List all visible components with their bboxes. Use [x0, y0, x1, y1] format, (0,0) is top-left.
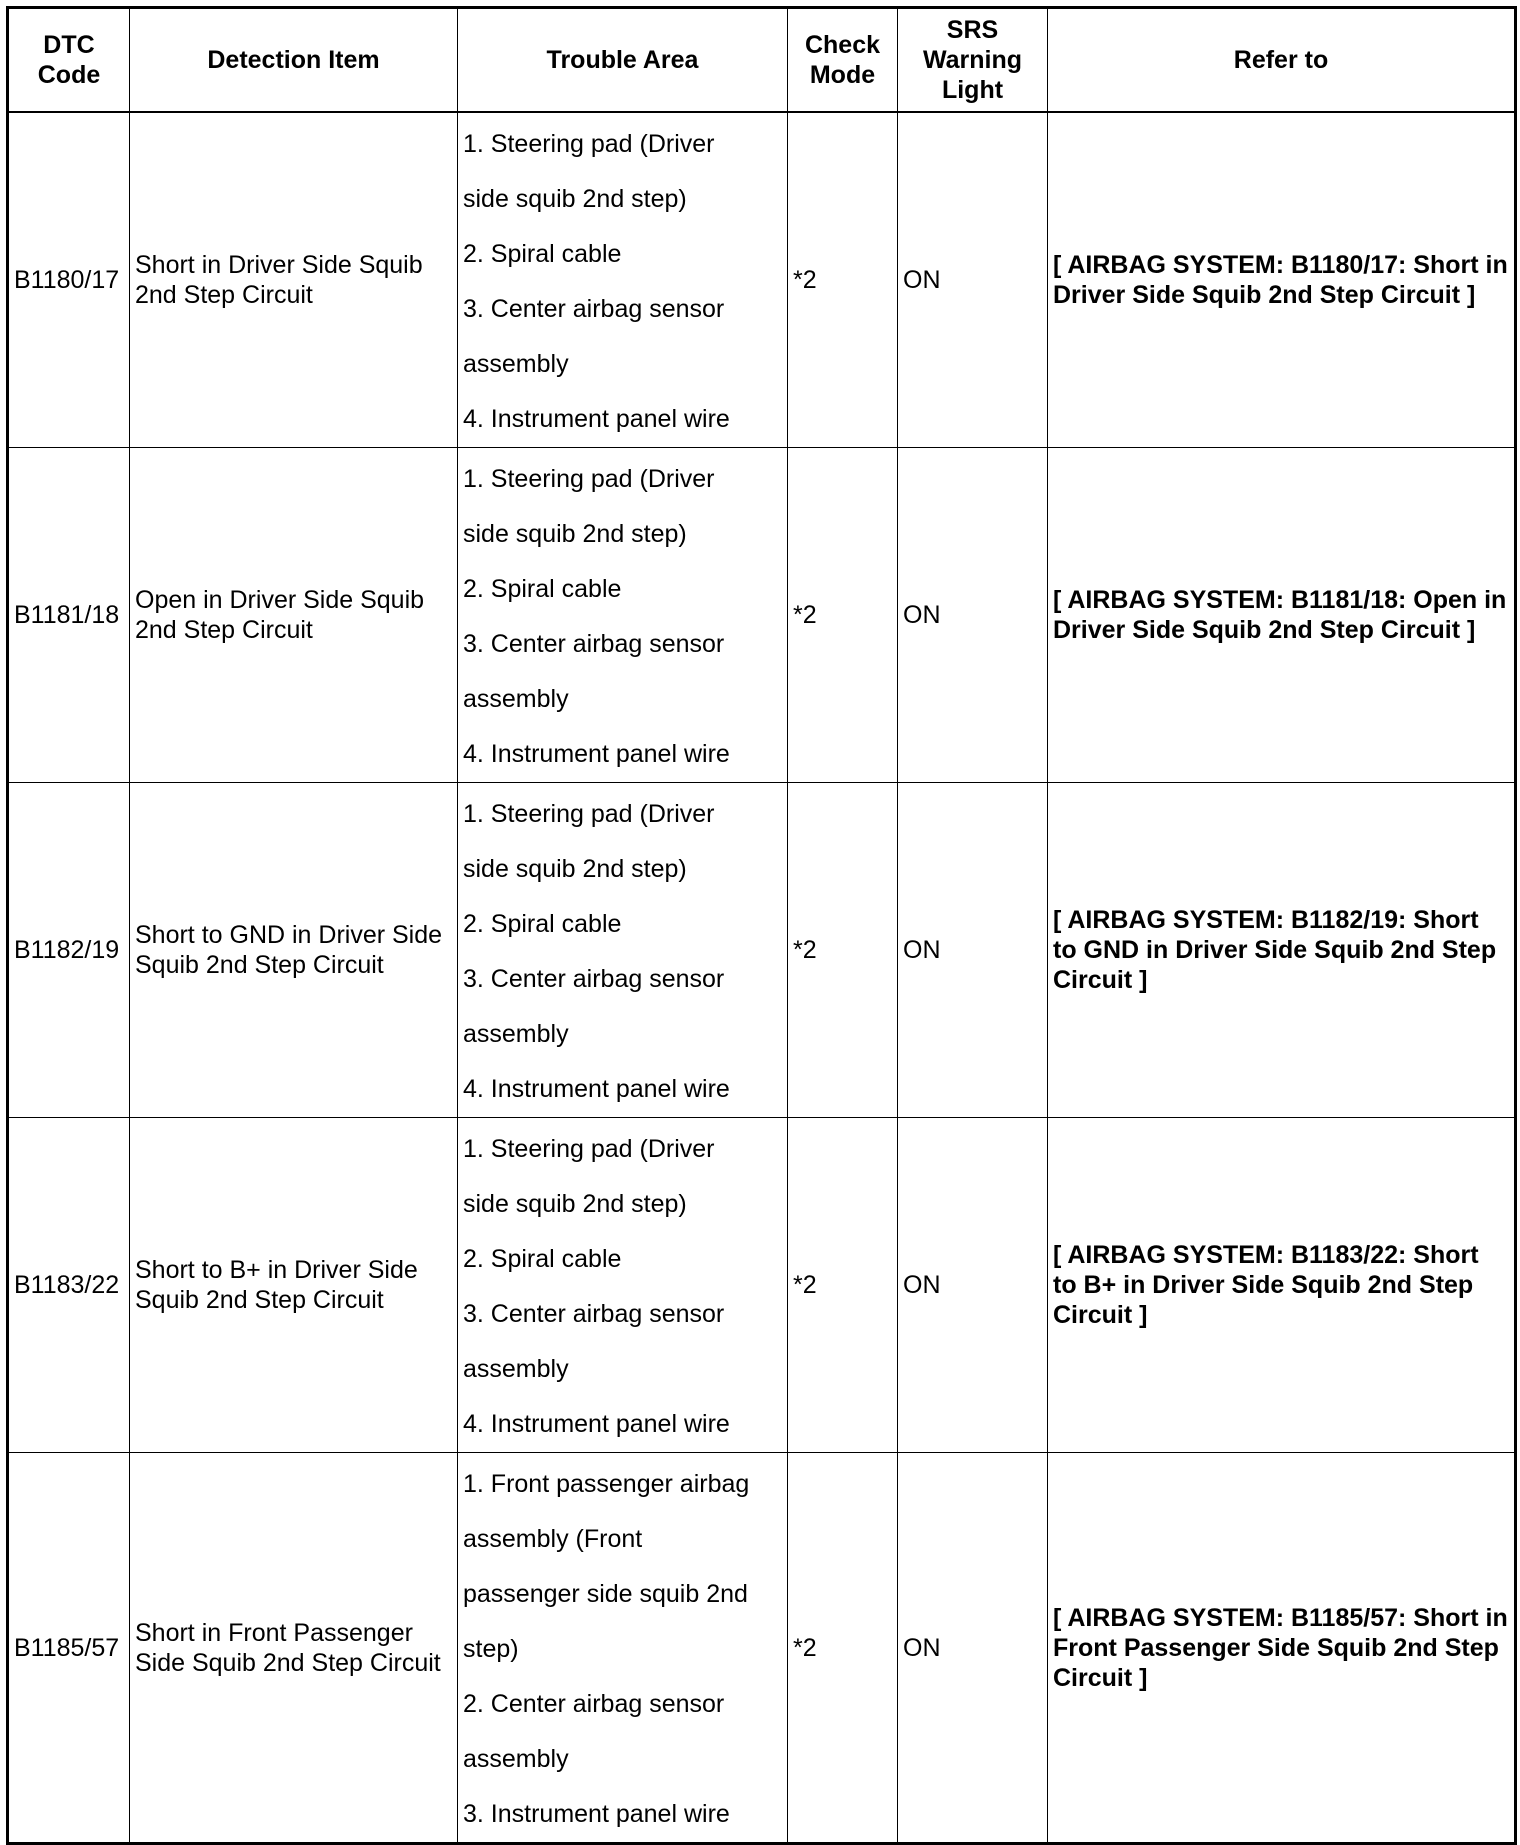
- trouble-area-cell: [458, 783, 788, 1118]
- dtc-code-cell: B1181/18: [8, 448, 130, 783]
- detection-item-cell: Short to B+ in Driver Side Squib 2nd Step Circuit: [130, 1118, 458, 1453]
- detection-item-cell: Open in Driver Side Squib 2nd Step Circuit: [130, 448, 458, 783]
- trouble-area-line: assembly (Front: [463, 1525, 643, 1553]
- trouble-area-line: 4. Instrument panel wire: [463, 405, 730, 433]
- trouble-area-line: 3. Center airbag sensor: [463, 295, 725, 323]
- trouble-area-line: 3. Instrument panel wire: [463, 1800, 730, 1828]
- check-mode-cell: *2: [788, 1118, 898, 1453]
- refer-to-cell: [ AIRBAG SYSTEM: B1182/19: Short to GND in Driver Side Squib 2nd Step Circuit ]: [1048, 783, 1516, 1118]
- dtc-table: [6, 6, 1517, 1845]
- header-row: [8, 8, 1516, 113]
- trouble-area-line: 2. Spiral cable: [463, 575, 622, 603]
- check-mode-cell: *2: [788, 112, 898, 448]
- table-body: [8, 112, 1516, 1844]
- detection-item-cell: Short in Driver Side Squib 2nd Step Circuit: [130, 112, 458, 448]
- trouble-area-line: 2. Spiral cable: [463, 1245, 622, 1273]
- trouble-area-list: [463, 113, 782, 447]
- header-trouble-area: Trouble Area: [458, 8, 788, 113]
- refer-to-cell: [ AIRBAG SYSTEM: B1181/18: Open in Driver Side Squib 2nd Step Circuit ]: [1048, 448, 1516, 783]
- trouble-area-list: [463, 783, 782, 1117]
- trouble-area-line: 1. Steering pad (Driver: [463, 465, 715, 493]
- trouble-area-line: side squib 2nd step): [463, 185, 687, 213]
- srs-warning-light-cell: ON: [898, 448, 1048, 783]
- table-row: [8, 1453, 1516, 1844]
- check-mode-cell: *2: [788, 1453, 898, 1844]
- trouble-area-line: 1. Steering pad (Driver: [463, 800, 715, 828]
- trouble-area-line: 1. Steering pad (Driver: [463, 1135, 715, 1163]
- trouble-area-line: assembly: [463, 685, 569, 713]
- trouble-area-line: side squib 2nd step): [463, 520, 687, 548]
- trouble-area-list: [463, 1453, 782, 1842]
- table-row: [8, 1118, 1516, 1453]
- trouble-area-cell: [458, 112, 788, 448]
- trouble-area-line: assembly: [463, 1745, 569, 1773]
- dtc-code-cell: B1182/19: [8, 783, 130, 1118]
- trouble-area-line: side squib 2nd step): [463, 855, 687, 883]
- header-refer-to: Refer to: [1048, 8, 1516, 113]
- dtc-code-cell: B1180/17: [8, 112, 130, 448]
- trouble-area-line: side squib 2nd step): [463, 1190, 687, 1218]
- trouble-area-line: passenger side squib 2nd: [463, 1580, 748, 1608]
- trouble-area-line: 2. Spiral cable: [463, 240, 622, 268]
- trouble-area-line: 4. Instrument panel wire: [463, 1410, 730, 1438]
- trouble-area-line: 2. Spiral cable: [463, 910, 622, 938]
- trouble-area-line: 1. Steering pad (Driver: [463, 130, 715, 158]
- refer-to-cell: [ AIRBAG SYSTEM: B1180/17: Short in Driver Side Squib 2nd Step Circuit ]: [1048, 112, 1516, 448]
- trouble-area-line: 1. Front passenger airbag: [463, 1470, 750, 1498]
- trouble-area-line: 2. Center airbag sensor: [463, 1690, 725, 1718]
- trouble-area-cell: [458, 448, 788, 783]
- check-mode-cell: *2: [788, 448, 898, 783]
- dtc-code-cell: B1185/57: [8, 1453, 130, 1844]
- trouble-area-line: 4. Instrument panel wire: [463, 1075, 730, 1103]
- check-mode-cell: *2: [788, 783, 898, 1118]
- header-srs-warning-light: SRS Warning Light: [898, 8, 1048, 113]
- table-row: [8, 112, 1516, 448]
- srs-warning-light-cell: ON: [898, 1118, 1048, 1453]
- refer-to-cell: [ AIRBAG SYSTEM: B1185/57: Short in Front Passenger Side Squib 2nd Step Circuit ]: [1048, 1453, 1516, 1844]
- trouble-area-line: 3. Center airbag sensor: [463, 1300, 725, 1328]
- trouble-area-cell: [458, 1453, 788, 1844]
- srs-warning-light-cell: ON: [898, 783, 1048, 1118]
- table-row: [8, 783, 1516, 1118]
- refer-to-cell: [ AIRBAG SYSTEM: B1183/22: Short to B+ in Driver Side Squib 2nd Step Circuit ]: [1048, 1118, 1516, 1453]
- detection-item-cell: Short to GND in Driver Side Squib 2nd Step Circuit: [130, 783, 458, 1118]
- header-check-mode: Check Mode: [788, 8, 898, 113]
- trouble-area-line: 3. Center airbag sensor: [463, 630, 725, 658]
- srs-warning-light-cell: ON: [898, 112, 1048, 448]
- trouble-area-list: [463, 448, 782, 782]
- trouble-area-list: [463, 1118, 782, 1452]
- header-detection-item: Detection Item: [130, 8, 458, 113]
- header-dtc-code: DTC Code: [8, 8, 130, 113]
- trouble-area-line: 4. Instrument panel wire: [463, 740, 730, 768]
- dtc-code-cell: B1183/22: [8, 1118, 130, 1453]
- trouble-area-line: step): [463, 1635, 519, 1663]
- srs-warning-light-cell: ON: [898, 1453, 1048, 1844]
- table-row: [8, 448, 1516, 783]
- trouble-area-cell: [458, 1118, 788, 1453]
- trouble-area-line: 3. Center airbag sensor: [463, 965, 725, 993]
- trouble-area-line: assembly: [463, 1020, 569, 1048]
- trouble-area-line: assembly: [463, 1355, 569, 1383]
- detection-item-cell: Short in Front Passenger Side Squib 2nd Step Circuit: [130, 1453, 458, 1844]
- trouble-area-line: assembly: [463, 350, 569, 378]
